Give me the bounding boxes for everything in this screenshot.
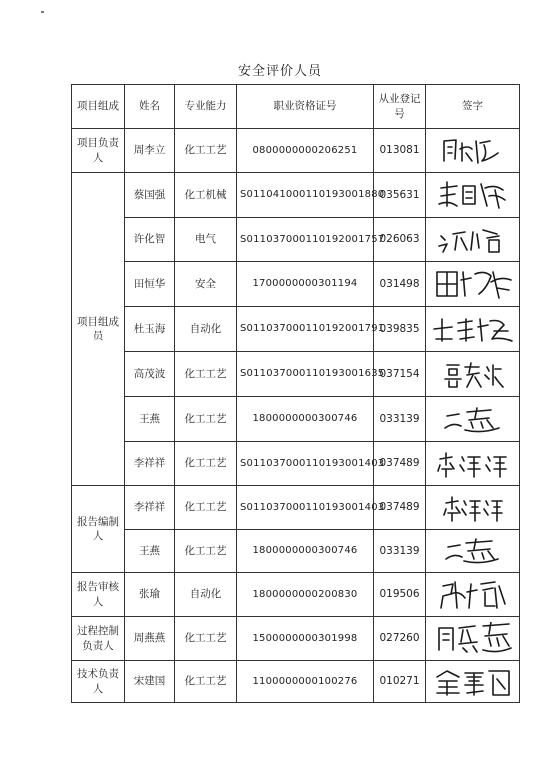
- signature: [426, 442, 520, 486]
- person-registration: 027260: [374, 617, 426, 661]
- handwritten-signature: [442, 537, 504, 565]
- person-profession: 化工工艺: [175, 129, 237, 173]
- handwritten-signature: [433, 224, 513, 256]
- table-row: [72, 617, 520, 661]
- person-registration: 031498: [374, 262, 426, 307]
- person-profession: 化工工艺: [175, 617, 237, 661]
- handwritten-signature: [434, 449, 512, 479]
- person-name: 王燕: [125, 397, 175, 442]
- person-certificate: S011037000110193001403: [237, 442, 374, 486]
- table-row: [72, 442, 520, 486]
- person-registration: 033139: [374, 397, 426, 442]
- person-registration: 037489: [374, 442, 426, 486]
- group-label: 项目组成员: [72, 173, 125, 486]
- signature: [426, 129, 520, 173]
- person-profession: 化工工艺: [175, 530, 237, 573]
- person-profession: 化工工艺: [175, 486, 237, 530]
- handwritten-signature: [431, 266, 515, 302]
- person-name: 许化智: [125, 218, 175, 262]
- table-row: [72, 352, 520, 397]
- header-group: 项目组成: [72, 85, 125, 129]
- person-name: 李祥祥: [125, 486, 175, 530]
- person-certificate: S011037000110192001791: [237, 307, 374, 352]
- signature: [426, 262, 520, 307]
- handwritten-signature: [433, 622, 513, 656]
- person-name: 杜玉海: [125, 307, 175, 352]
- group-label: 技术负责人: [72, 661, 125, 703]
- person-certificate: 1100000000100276: [237, 661, 374, 703]
- person-certificate: 1800000000300746: [237, 397, 374, 442]
- handwritten-signature: [430, 313, 516, 345]
- signature: [426, 173, 520, 218]
- person-profession: 安全: [175, 262, 237, 307]
- header-registration: 从业登记号: [374, 85, 426, 129]
- person-profession: 化工工艺: [175, 352, 237, 397]
- person-name: 王燕: [125, 530, 175, 573]
- person-name: 周李立: [125, 129, 175, 173]
- person-name: 李祥祥: [125, 442, 175, 486]
- scan-speck: [41, 11, 44, 13]
- person-name: 蔡国强: [125, 173, 175, 218]
- handwritten-signature: [441, 404, 505, 434]
- person-profession: 电气: [175, 218, 237, 262]
- group-label: 报告编制人: [72, 486, 125, 573]
- person-registration: 035631: [374, 173, 426, 218]
- table-row: [72, 530, 520, 573]
- handwritten-signature: [441, 359, 505, 389]
- person-certificate: S011037000110192001757: [237, 218, 374, 262]
- person-registration: 026063: [374, 218, 426, 262]
- person-registration: 037154: [374, 352, 426, 397]
- table-row: [72, 218, 520, 262]
- table-row: [72, 307, 520, 352]
- person-profession: 化工工艺: [175, 442, 237, 486]
- person-profession: 化工工艺: [175, 661, 237, 703]
- header-certificate: 职业资格证号: [237, 85, 374, 129]
- signature: [426, 530, 520, 573]
- group-label: 项目负责人: [72, 129, 125, 173]
- person-certificate: S011037000110193001635: [237, 352, 374, 397]
- page-title: 安全评价人员: [237, 64, 322, 79]
- header-signature: 签字: [426, 85, 520, 129]
- signature: [426, 617, 520, 661]
- signature: [426, 307, 520, 352]
- signature: [426, 218, 520, 262]
- person-certificate: 1500000000301998: [237, 617, 374, 661]
- group-label: 过程控制负责人: [72, 617, 125, 661]
- person-name: 高茂波: [125, 352, 175, 397]
- person-certificate: 0800000000206251: [237, 129, 374, 173]
- person-certificate: 1800000000300746: [237, 530, 374, 573]
- person-registration: 019506: [374, 573, 426, 617]
- table-row: [72, 486, 520, 530]
- person-registration: 010271: [374, 661, 426, 703]
- person-registration: 037489: [374, 486, 426, 530]
- person-registration: 033139: [374, 530, 426, 573]
- header-profession: 专业能力: [175, 85, 237, 129]
- table-row: [72, 129, 520, 173]
- table-row: [72, 397, 520, 442]
- person-name: 张瑜: [125, 573, 175, 617]
- person-certificate: S011037000110193001403: [237, 486, 374, 530]
- handwritten-signature: [438, 135, 508, 167]
- signature: [426, 397, 520, 442]
- person-profession: 化工工艺: [175, 397, 237, 442]
- person-registration: 013081: [374, 129, 426, 173]
- signature: [426, 661, 520, 703]
- signature: [426, 352, 520, 397]
- person-profession: 化工机械: [175, 173, 237, 218]
- handwritten-signature: [440, 493, 506, 523]
- table-row: [72, 173, 520, 218]
- signature: [426, 573, 520, 617]
- person-profession: 自动化: [175, 573, 237, 617]
- handwritten-signature: [433, 178, 513, 212]
- personnel-table: [71, 84, 520, 703]
- person-certificate: 1800000000200830: [237, 573, 374, 617]
- signature: [426, 486, 520, 530]
- handwritten-signature: [431, 667, 515, 697]
- handwritten-signature: [437, 578, 509, 612]
- group-label: 报告审核人: [72, 573, 125, 617]
- table-row: [72, 262, 520, 307]
- person-name: 田恒华: [125, 262, 175, 307]
- person-name: 周燕燕: [125, 617, 175, 661]
- header-name: 姓名: [125, 85, 175, 129]
- person-profession: 自动化: [175, 307, 237, 352]
- person-certificate: S011041000110193001880: [237, 173, 374, 218]
- table-header-row: [72, 85, 520, 129]
- person-certificate: 1700000000301194: [237, 262, 374, 307]
- table-row: [72, 661, 520, 703]
- person-registration: 039835: [374, 307, 426, 352]
- person-name: 宋建国: [125, 661, 175, 703]
- table-row: [72, 573, 520, 617]
